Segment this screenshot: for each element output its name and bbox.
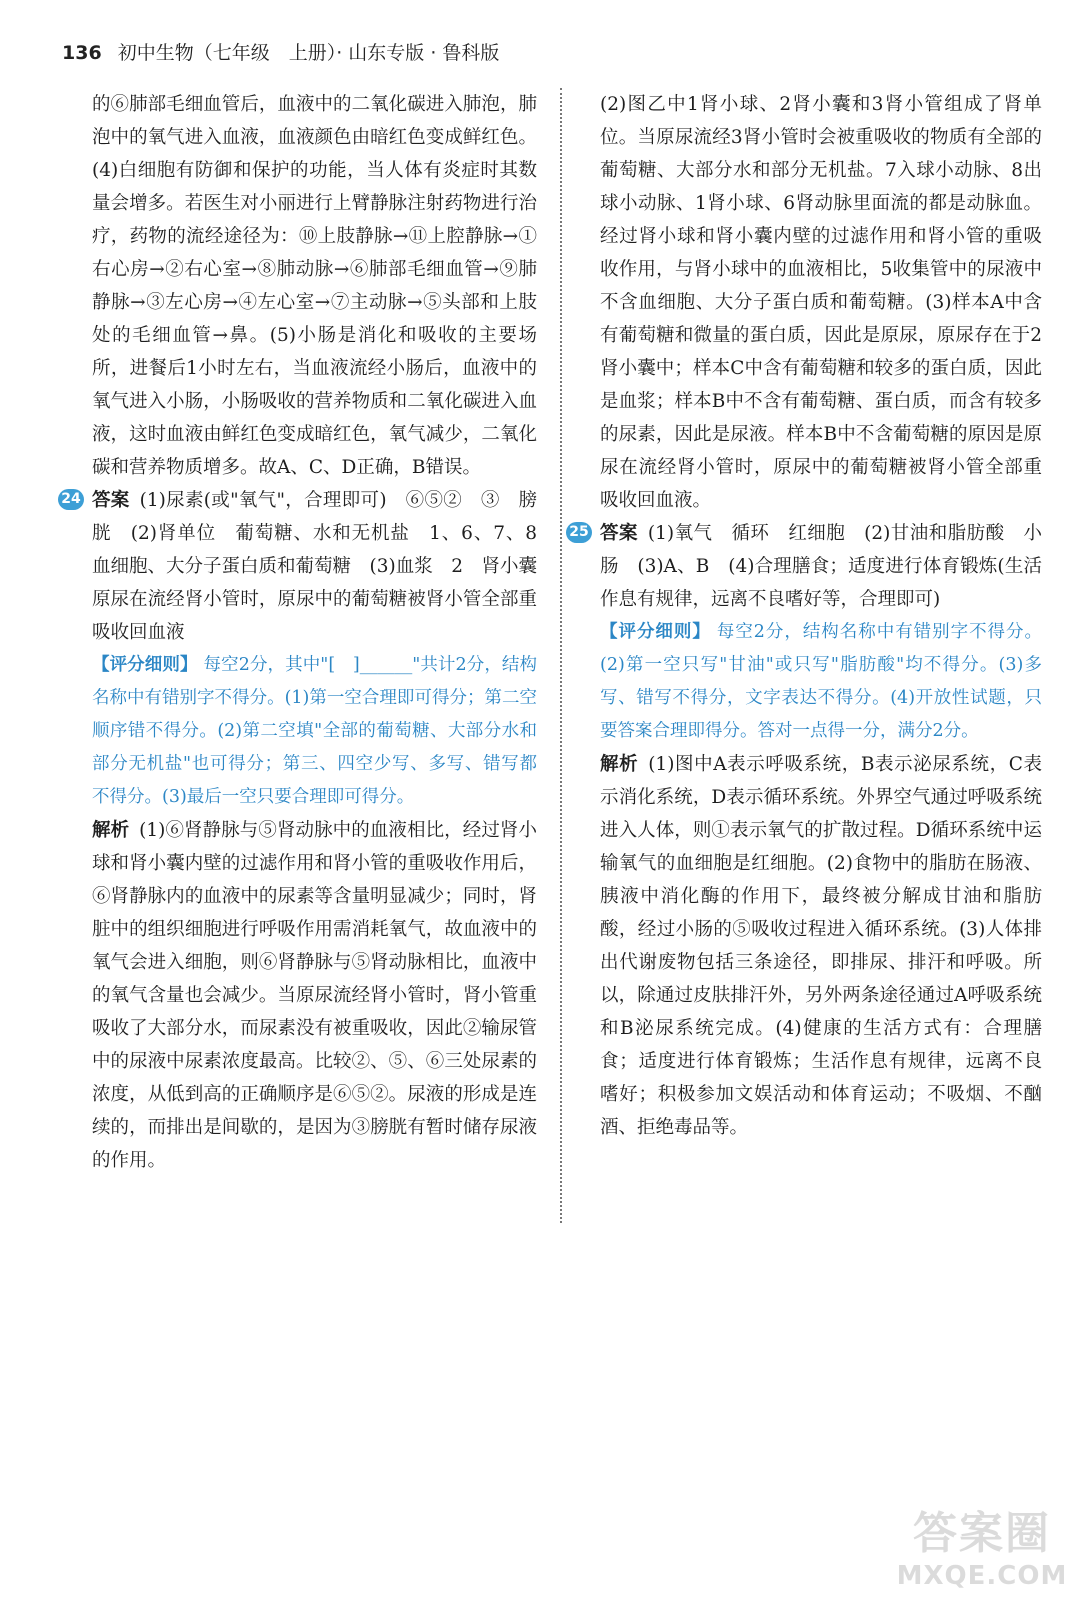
right-column (569, 88, 1043, 1144)
question-25-analysis (600, 748, 1042, 1144)
page-number: 136 (62, 42, 102, 64)
watermark-url: MXQE.COM (896, 1561, 1068, 1591)
question-number-badge: 25 (566, 522, 592, 543)
answer-label: 答案 (600, 523, 638, 544)
question-number-badge: 24 (58, 489, 84, 510)
question-25-scoring (600, 616, 1042, 748)
scoring-label: 【评分细则】 (92, 655, 198, 675)
analysis-label: 解析 (600, 754, 639, 775)
left-column (61, 88, 556, 1177)
answer-text: (1)尿素(或"氧气"，合理即可) ⑥⑤② ③ 膀胱 (2)肾单位 葡萄糖、水和无机盐 1、6、7、8 血细胞、大分子蛋白质和葡萄糖 (3)血浆 2 肾小囊 原尿在流经肾小管时，原尿中的葡萄糖被肾小管全部重吸收回血液 (92, 490, 556, 643)
site-watermark (887, 1497, 1077, 1592)
question-25-answer (569, 517, 1042, 616)
left-intro-paragraph: 的⑥肺部毛细血管后，血液中的二氧化碳进入肺泡，肺泡中的氧气进入血液，血液颜色由暗红色变成鲜红色。(4)白细胞有防御和保护的功能，当人体有炎症时其数量会增多。若医生对小丽进行上臂静脉注射药物进行治疗，药物的流经途径为：⑩上肢静脉→⑪上腔静脉→①右心房→②右心室→⑧肺动脉→⑥肺部毛细血管→⑨肺静脉→③左心房→④左心室→⑦主动脉→⑤头部和上肢处的毛细血管→鼻。(5)小肠是消化和吸收的主要场所，进餐后1小时左右，当血液流经小肠后，血液中的氧气进入小肠，小肠吸收的营养物质和二氧化碳进入血液，这时血液由鲜红色变成暗红色，氧气减少，二氧化碳和营养物质增多。故A、C、D正确，B错误。 (92, 94, 537, 478)
answer-label: 答案 (92, 490, 130, 511)
analysis-label: 解析 (92, 820, 130, 841)
scoring-label: 【评分细则】 (600, 622, 711, 642)
page-header (62, 38, 499, 65)
question-24-scoring (92, 649, 537, 814)
right-intro-paragraph: (2)图乙中1肾小球、2肾小囊和3肾小管组成了肾单位。当原尿流经3肾小管时会被重吸收的物质有全部的葡萄糖、大部分水和部分无机盐。7入球小动脉、8出球小动脉、1肾小球、6肾动脉里面流的都是动脉血。经过肾小球和肾小囊内壁的过滤作用和肾小管的重吸收作用，与肾小球中的血液相比，5收集管中的尿液中不含血细胞、大分子蛋白质和葡萄糖。(3)样本A中含有葡萄糖和微量的蛋白质，因此是原尿，原尿存在于2肾小囊中；样本C中含有葡萄糖和较多的蛋白质，因此是血浆；样本B中不含有葡萄糖、蛋白质，而含有较多的尿素，因此是尿液。样本B中不含葡萄糖的原因是原尿在流经肾小管时，原尿中的葡萄糖被肾小管全部重吸收回血液。 (600, 94, 1042, 511)
watermark-logo-text: 答案圈 (913, 1508, 1051, 1559)
answer-text: (1)氧气 循环 红细胞 (2)甘油和脂肪酸 小肠 (3)A、B (4)合理膳食；适度进行体育锻炼(生活作息有规律，远离不良嗜好等，合理即可) (600, 523, 1042, 610)
book-title: 初中生物（七年级 上册）· 山东专版 · 鲁科版 (117, 42, 500, 64)
question-24-analysis (92, 814, 537, 1177)
column-divider (560, 88, 562, 1223)
question-24-answer (61, 484, 556, 649)
scoring-text: 每空2分，结构名称中有错别字不得分。(2)第一空只写"甘油"或只写"脂肪酸"均不得分。(3)多写、错写不得分，文字表达不得分。(4)开放性试题，只要答案合理即得分。答对一点得一分，满分2分。 (600, 622, 1043, 741)
analysis-text: (1)⑥肾静脉与⑤肾动脉中的血液相比，经过肾小球和肾小囊内壁的过滤作用和肾小管的重吸收作用后，⑥肾静脉内的血液中的尿素等含量明显减少；同时，肾脏中的组织细胞进行呼吸作用需消耗氧气，故血液中的氧气会进入细胞，则⑥肾静脉与⑤肾动脉相比，血液中的氧气含量也会减少。当原尿流经肾小管时，肾小管重吸收了大部分水，而尿素没有被重吸收，因此②输尿管中的尿液中尿素浓度最高。比较②、⑤、⑥三处尿素的浓度，从低到高的正确顺序是⑥⑤②。尿液的形成是连续的，而排出是间歇的，是因为③膀胱有暂时储存尿液的作用。 (92, 820, 537, 1171)
scoring-text: 每空2分，其中"[ ]______"共计2分，结构名称中有错别字不得分。(1)第一空合理即可得分；第二空顺序错不得分。(2)第二空填"全部的葡萄糖、大部分水和部分无机盐"也可得分；第三、四空少写、多写、错写都不得分。(3)最后一空只要合理即可得分。 (92, 655, 537, 807)
analysis-text: (1)图中A表示呼吸系统，B表示泌尿系统，C表示消化系统，D表示循环系统。外界空气通过呼吸系统进入人体，则①表示氧气的扩散过程。D循环系统中运输氧气的血细胞是红细胞。(2)食物中的脂肪在肠液、胰液中消化酶的作用下，最终被分解成甘油和脂肪酸，经过小肠的⑤吸收过程进入循环系统。(3)人体排出代谢废物包括三条途径，即排尿、排汗和呼吸。所以，除通过皮肤排汗外，另外两条途径通过A呼吸系统和B泌尿系统完成。(4)健康的生活方式有：合理膳食；适度进行体育锻炼；生活作息有规律，远离不良嗜好；积极参加文娱活动和体育运动；不吸烟、不酗酒、拒绝毒品等。 (600, 754, 1042, 1138)
